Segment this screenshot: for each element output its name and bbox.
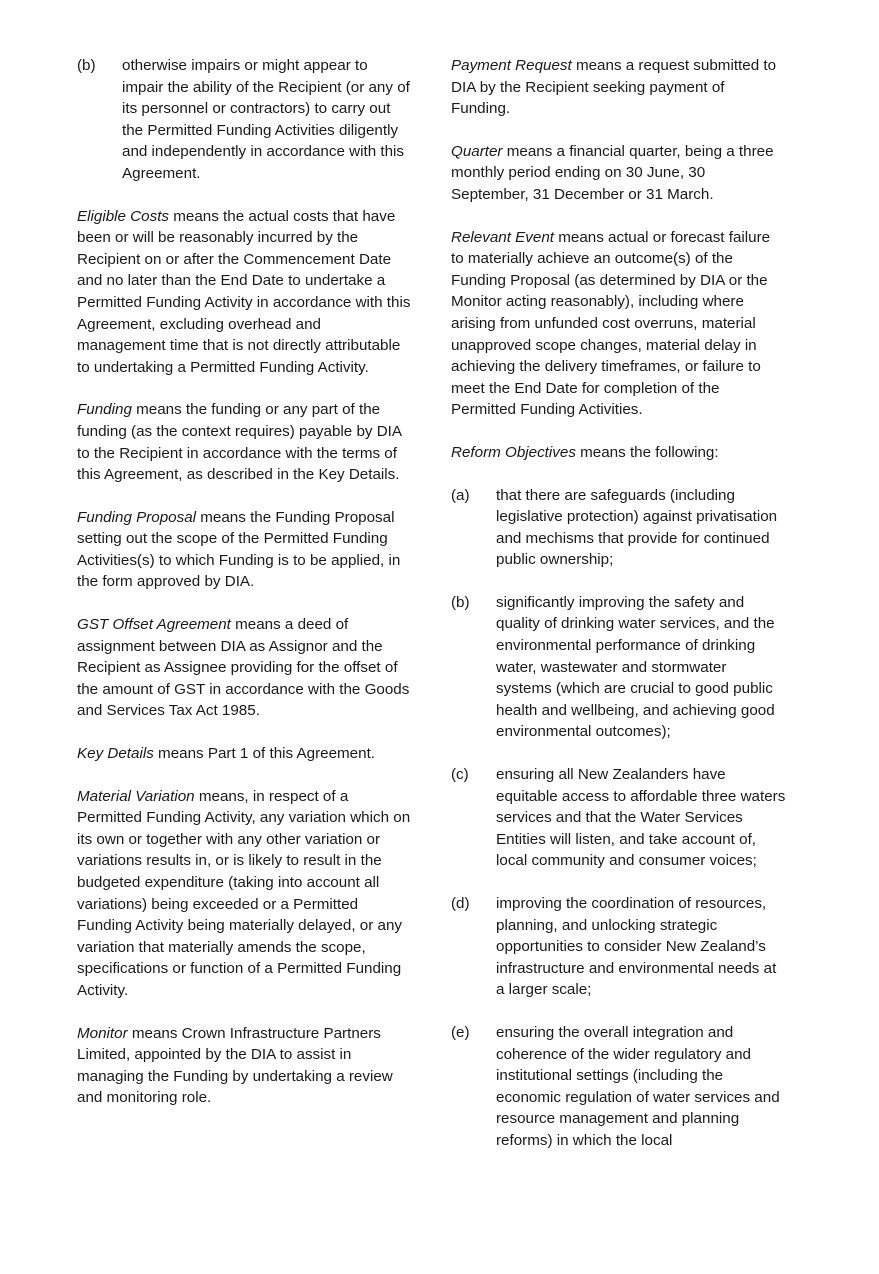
definition-funding <box>77 399 412 485</box>
item-label: (e) <box>451 1023 470 1041</box>
definition-key-details <box>77 743 412 765</box>
definition-term: Material Variation <box>77 787 195 805</box>
item-text: ensuring the overall integration and coherence of the wider regulatory and institutional settings (including the economic regulation of water services and resource management and planning reforms) in which the local <box>496 1023 780 1149</box>
definition-funding-proposal <box>77 507 412 593</box>
item-label: (d) <box>451 895 470 912</box>
definition-term: Key Details <box>77 745 154 763</box>
definition-gst-offset-agreement <box>77 614 412 722</box>
definition-text: means a request submitted to DIA by the Recipient seeking payment of Funding. <box>451 57 777 118</box>
definition-payment-request <box>451 55 786 120</box>
definition-term: Payment Request <box>451 57 572 74</box>
item-text: ensuring all New Zealanders have equitable access to affordable three waters services and that the Water Services Entities will listen, and take account of, local community and consumer voices; <box>496 766 786 870</box>
list-item-a <box>451 485 786 571</box>
list-item-e <box>451 1022 786 1152</box>
definition-term: GST Offset Agreement <box>77 616 231 634</box>
item-text: improving the coordination of resources, planning, and unlocking strategic opportunities to consider New Zealand’s infrastructure and environmental needs at a larger scale; <box>496 895 777 999</box>
item-text: that there are safeguards (including legislative protection) against privatisation and mechisms that provide for continued public ownership; <box>496 486 778 569</box>
definition-text: means the Funding Proposal setting out the scope of the Permitted Funding Activities(s) to which Funding is to be applied, in the form approved by DIA. <box>77 508 401 591</box>
definition-reform-objectives <box>451 442 786 464</box>
definition-term: Reform Objectives <box>451 443 576 461</box>
definition-text: means the following: <box>575 443 719 461</box>
item-label: (b) <box>451 593 470 611</box>
list-item-c <box>451 764 786 872</box>
item-label: (a) <box>451 486 470 504</box>
definition-term: Quarter <box>451 142 503 160</box>
definition-term: Monitor <box>77 1024 128 1042</box>
definition-text: means, in respect of a Permitted Funding Activity, any variation which on its own or together with any other variation or variations results in, or is likely to result in the budgeted expenditure (taking into account all variations) being exceeded or a Permitted Funding Activity being materially delayed, or any variation that materially amends the scope, specifications or function of a Permitted Funding Activity. <box>77 787 411 999</box>
item-text: significantly improving the safety and quality of drinking water services, and the environmental performance of drinking water, wastewater and stormwater systems (which are crucial to good public health and wellbeing, and achieving good environmental outcomes); <box>496 593 775 741</box>
definition-material-variation <box>77 786 412 1002</box>
definition-monitor <box>77 1023 412 1109</box>
list-item-b <box>77 55 412 185</box>
definition-term: Relevant Event <box>451 228 554 246</box>
list-item-b <box>451 592 786 743</box>
item-text: otherwise impairs or might appear to impair the ability of the Recipient (or any of its personnel or contractors) to carry out the Permitted Funding Activities diligently and independently in accordance with this Agreement. <box>122 57 410 182</box>
definition-text: means the funding or any part of the funding (as the context requires) payable by DIA to the Recipient in accordance with the terms of this Agreement, as described in the Key Details. <box>77 401 402 484</box>
left-column <box>77 55 412 1130</box>
definition-text: means Part 1 of this Agreement. <box>153 745 376 763</box>
definition-term: Eligible Costs <box>77 207 170 225</box>
definition-term: Funding <box>77 401 132 419</box>
right-column <box>451 55 786 1173</box>
definition-text: means a financial quarter, being a three monthly period ending on 30 June, 30 September, 31 December or 31 March. <box>451 142 774 203</box>
definition-text: means actual or forecast failure to materially achieve an outcome(s) of the Funding Proposal (as determined by DIA or the Monitor acting reasonably), including where arising from unfunded cost overruns, material unapproved scope changes, material delay in achieving the delivery timeframes, or failure to meet the End Date for completion of the Permitted Funding Activities. <box>451 228 771 419</box>
item-label: (b) <box>77 57 96 74</box>
list-item-d <box>451 893 786 1001</box>
definition-term: Funding Proposal <box>77 508 197 526</box>
definition-text: means the actual costs that have been or will be reasonably incurred by the Recipient on or after the Commencement Date and no later than the End Date to undertake a Permitted Funding Activity in accordance with this Agreement, excluding overhead and management time that is not directly attributable to undertaking a Permitted Funding Activity. <box>77 207 411 376</box>
definition-quarter <box>451 141 786 206</box>
item-label: (c) <box>451 766 469 784</box>
definition-text: means Crown Infrastructure Partners Limited, appointed by the DIA to assist in managing the Funding by undertaking a review and monitoring role. <box>77 1024 393 1107</box>
definition-eligible-costs <box>77 206 412 379</box>
definition-text: means a deed of assignment between DIA as Assignor and the Recipient as Assignee providing for the offset of the amount of GST in accordance with the Goods and Services Tax Act 1985. <box>77 616 410 720</box>
definition-relevant-event <box>451 227 786 421</box>
